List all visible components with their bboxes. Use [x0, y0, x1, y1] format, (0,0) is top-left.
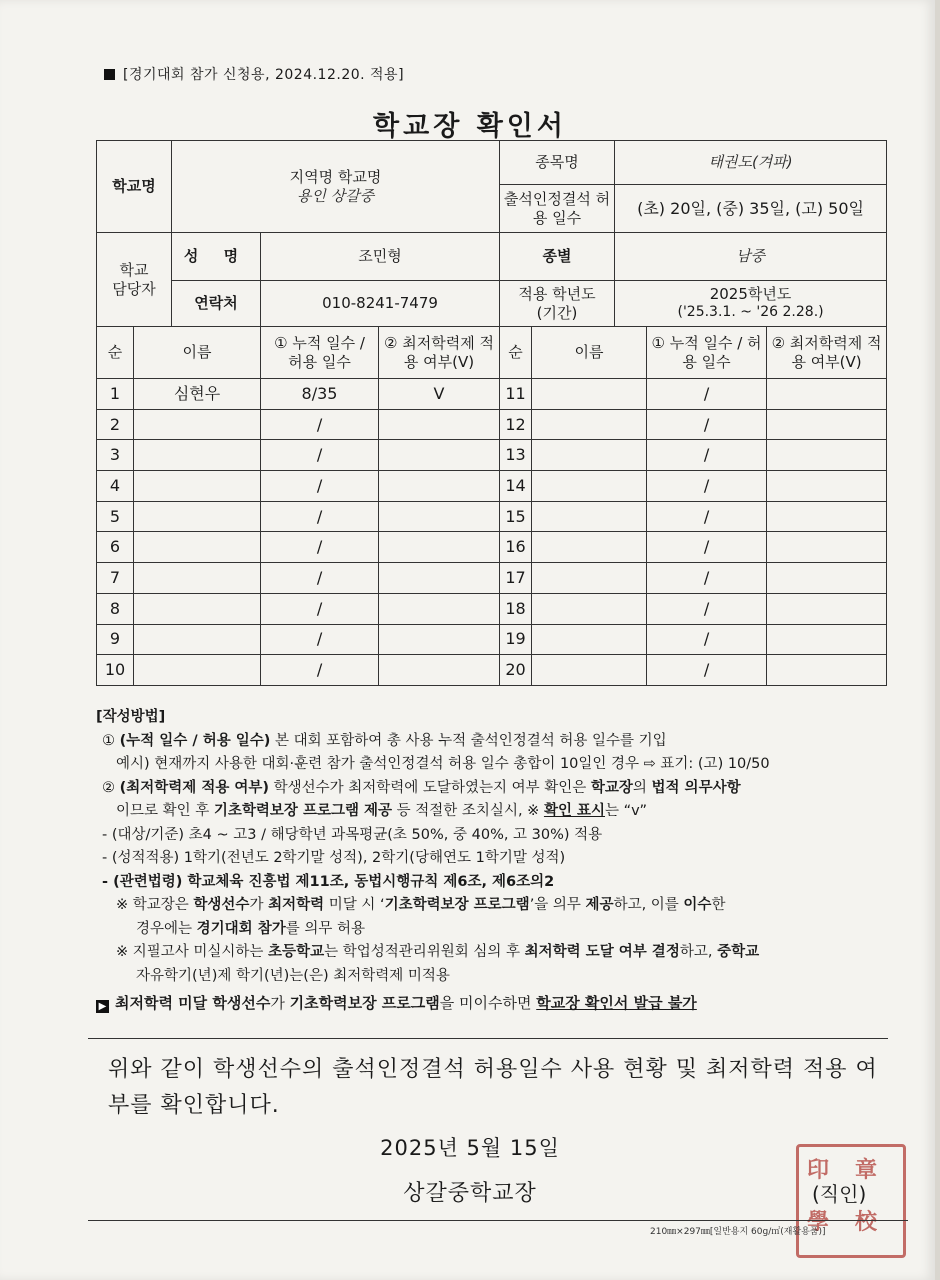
confirmation-statement: 위와 같이 학생선수의 출석인정결석 허용일수 사용 현황 및 최저학력 적용 여부를 확인합니다. — [108, 1057, 878, 1118]
col-days-left: ① 누적 일수 / 허용 일수 — [261, 327, 379, 379]
manager-contact-value: 010-8241-7479 — [261, 281, 500, 327]
student-days-cell: / — [261, 440, 379, 471]
student-no-cell: 3 — [97, 440, 134, 471]
student-days-cell: / — [261, 409, 379, 440]
gender-value: 남중 — [615, 233, 887, 281]
student-days-cell: / — [647, 624, 767, 655]
year-label: 적용 학년도 (기간) — [500, 281, 615, 327]
student-name-cell — [532, 471, 647, 502]
student-name-cell — [532, 655, 647, 686]
student-minacad-cell — [767, 563, 887, 594]
year-period: ('25.3.1. ~ '26 2.28.) — [677, 304, 824, 321]
student-no-cell: 7 — [97, 563, 134, 594]
manager-label: 학교 담당자 — [97, 233, 172, 327]
guide-sub-grades: - (성적적용) 1학기(전년도 2학기말 성적), 2학기(당해연도 1학기말 성적) — [102, 850, 566, 866]
manager-name-value: 조민형 — [261, 233, 500, 281]
guide-item-1: ① (누적 일수 / 허용 일수) 본 대회 포함하여 총 사용 누적 출석인정결석 허용 일수를 기입 — [102, 732, 667, 749]
student-no-cell: 11 — [500, 379, 532, 410]
student-row — [97, 501, 887, 532]
student-no-cell: 19 — [500, 624, 532, 655]
guide-sub-laws: - (관련법령) 학교체육 진흥법 제11조, 동법시행규칙 제6조, 제6조의2 — [102, 873, 555, 890]
student-rows — [97, 379, 887, 686]
guide-item-2: ② (최저학력제 적용 여부) 학생선수가 최저학력에 도달하였는지 여부 확인은 학교장의 법적 의무사항 — [102, 779, 741, 796]
col-days-right: ① 누적 일수 / 허용 일수 — [647, 327, 767, 379]
student-row — [97, 593, 887, 624]
student-days-cell: / — [647, 440, 767, 471]
student-days-cell: / — [647, 501, 767, 532]
student-days-cell: / — [647, 379, 767, 410]
student-minacad-cell — [767, 501, 887, 532]
manager-name-label: 성 명 — [172, 233, 261, 281]
student-days-cell: / — [261, 563, 379, 594]
student-name-cell — [532, 409, 647, 440]
student-no-cell: 14 — [500, 471, 532, 502]
student-name-cell — [134, 655, 261, 686]
school-name-value: 용인 상갈중 — [296, 186, 375, 205]
student-minacad-cell — [379, 563, 500, 594]
student-name-cell — [532, 532, 647, 563]
paper-spec: 210㎜×297㎜[일반용지 60g/㎡(재활용품)] — [650, 1227, 826, 1237]
student-no-cell: 9 — [97, 624, 134, 655]
student-minacad-cell — [379, 409, 500, 440]
student-days-cell: / — [647, 532, 767, 563]
student-name-cell — [134, 563, 261, 594]
document-title: 학교장 확인서 — [373, 111, 567, 142]
student-minacad-cell — [379, 532, 500, 563]
student-name-cell — [532, 501, 647, 532]
writing-guide — [96, 706, 896, 1016]
manager-contact-label: 연락처 — [172, 281, 261, 327]
header-note — [104, 64, 404, 84]
student-minacad-cell — [767, 532, 887, 563]
student-row — [97, 471, 887, 502]
student-days-cell: / — [261, 532, 379, 563]
student-days-cell: / — [647, 471, 767, 502]
year-value: 2025학년도 — [709, 285, 792, 304]
event-label: 종목명 — [500, 141, 615, 185]
student-name-cell — [532, 593, 647, 624]
student-minacad-cell — [379, 471, 500, 502]
official-seal-stamp: 印 章 學 校 — [796, 1144, 906, 1258]
student-row — [97, 532, 887, 563]
guide-note-1: ※ 학교장은 학생선수가 최저학력 미달 시 ‘기초학력보장 프로그램’을 의무 제공하고, 이를 이수한 — [116, 897, 726, 913]
student-no-cell: 13 — [500, 440, 532, 471]
col-minacad-left: ② 최저학력제 적용 여부(V) — [379, 327, 500, 379]
student-no-cell: 10 — [97, 655, 134, 686]
student-days-cell: / — [647, 655, 767, 686]
student-no-cell: 12 — [500, 409, 532, 440]
student-no-cell: 1 — [97, 379, 134, 410]
student-days-cell: / — [261, 655, 379, 686]
school-name-label: 학교명 — [97, 141, 172, 233]
student-no-cell: 18 — [500, 593, 532, 624]
student-no-cell: 20 — [500, 655, 532, 686]
student-name-cell — [532, 440, 647, 471]
student-days-cell: / — [647, 563, 767, 594]
student-no-cell: 5 — [97, 501, 134, 532]
col-no-left: 순 — [97, 327, 134, 379]
square-bullet-icon — [104, 69, 115, 80]
student-minacad-cell: V — [379, 379, 500, 410]
guide-item-2-line2: 이므로 확인 후 기초학력보장 프로그램 제공 등 적절한 조치실시, ※ 확인 표시는 “v” — [116, 803, 647, 819]
student-row — [97, 409, 887, 440]
confirmation-form-table — [96, 140, 887, 686]
student-no-cell: 4 — [97, 471, 134, 502]
gender-label: 종별 — [500, 233, 615, 281]
guide-item-1-example: 예시) 현재까지 사용한 대회·훈련 참가 출석인정결석 허용 일수 총합이 10일인 경우 ⇨ 표기: (고) 10/50 — [116, 756, 770, 772]
student-days-cell: / — [261, 471, 379, 502]
student-minacad-cell — [379, 440, 500, 471]
allowed-days-label: 출석인정결석 허용 일수 — [500, 185, 615, 233]
student-days-cell: 8/35 — [261, 379, 379, 410]
student-minacad-cell — [767, 440, 887, 471]
student-minacad-cell — [379, 655, 500, 686]
guide-note-2: ※ 지필고사 미실시하는 초등학교는 학업성적관리위원회 심의 후 최저학력 도달 여부 결정하고, 중학교 — [116, 944, 760, 960]
school-name-cell — [172, 141, 500, 233]
student-minacad-cell — [379, 624, 500, 655]
student-row — [97, 563, 887, 594]
seal-label: (직인) — [812, 1182, 867, 1206]
student-minacad-cell — [767, 471, 887, 502]
student-no-cell: 17 — [500, 563, 532, 594]
col-no-right: 순 — [500, 327, 532, 379]
student-name-cell — [532, 379, 647, 410]
guide-final-warning: ▶ 최저학력 미달 학생선수가 기초학력보장 프로그램을 미이수하면 학교장 확인서 발급 불가 — [96, 992, 896, 1016]
student-days-cell: / — [261, 593, 379, 624]
student-no-cell: 6 — [97, 532, 134, 563]
student-name-cell — [134, 593, 261, 624]
student-days-cell: / — [647, 409, 767, 440]
student-row — [97, 379, 887, 410]
guide-note-2-line2: 자유학기(년)제 학기(년)는(은) 최저학력제 미적용 — [136, 967, 450, 984]
student-name-cell — [134, 624, 261, 655]
student-name-cell — [134, 409, 261, 440]
school-name-hint: 지역명 학교명 — [289, 167, 382, 186]
student-minacad-cell — [767, 379, 887, 410]
guide-heading: [작성방법] — [96, 709, 166, 725]
student-no-cell: 16 — [500, 532, 532, 563]
col-minacad-right: ② 최저학력제 적용 여부(V) — [767, 327, 887, 379]
student-name-cell — [532, 624, 647, 655]
principal-name: 상갈중학교장 — [403, 1181, 537, 1206]
student-row — [97, 624, 887, 655]
student-minacad-cell — [379, 501, 500, 532]
header-note-text: [경기대회 참가 신청용, 2024.12.20. 적용] — [123, 67, 405, 83]
arrow-box-icon: ▶ — [96, 1000, 109, 1013]
student-name-cell — [134, 532, 261, 563]
bottom-rule — [88, 1220, 908, 1221]
student-row — [97, 440, 887, 471]
student-minacad-cell — [767, 655, 887, 686]
student-row — [97, 655, 887, 686]
student-days-cell: / — [261, 501, 379, 532]
student-days-cell: / — [261, 624, 379, 655]
guide-sub-target: - (대상/기준) 초4 ~ 고3 / 해당학년 과목평균(초 50%, 중 40%, 고 30%) 적용 — [102, 826, 603, 843]
student-minacad-cell — [767, 593, 887, 624]
event-value: 태권도(겨파) — [615, 141, 887, 185]
student-minacad-cell — [379, 593, 500, 624]
col-name-right: 이름 — [532, 327, 647, 379]
divider-line — [88, 1038, 888, 1039]
student-no-cell: 8 — [97, 593, 134, 624]
student-minacad-cell — [767, 624, 887, 655]
student-name-cell — [134, 471, 261, 502]
student-no-cell: 15 — [500, 501, 532, 532]
student-name-cell — [134, 440, 261, 471]
issue-date: 2025년 5월 15일 — [380, 1136, 560, 1160]
student-name-cell: 심현우 — [134, 379, 261, 410]
student-name-cell — [134, 501, 261, 532]
student-days-cell: / — [647, 593, 767, 624]
student-no-cell: 2 — [97, 409, 134, 440]
year-cell — [615, 281, 887, 327]
student-minacad-cell — [767, 409, 887, 440]
col-name-left: 이름 — [134, 327, 261, 379]
student-table-header — [97, 327, 887, 379]
student-name-cell — [532, 563, 647, 594]
guide-note-1-line2: 경우에는 경기대회 참가를 의무 허용 — [136, 920, 365, 937]
allowed-days-value: (초) 20일, (중) 35일, (고) 50일 — [615, 185, 887, 233]
